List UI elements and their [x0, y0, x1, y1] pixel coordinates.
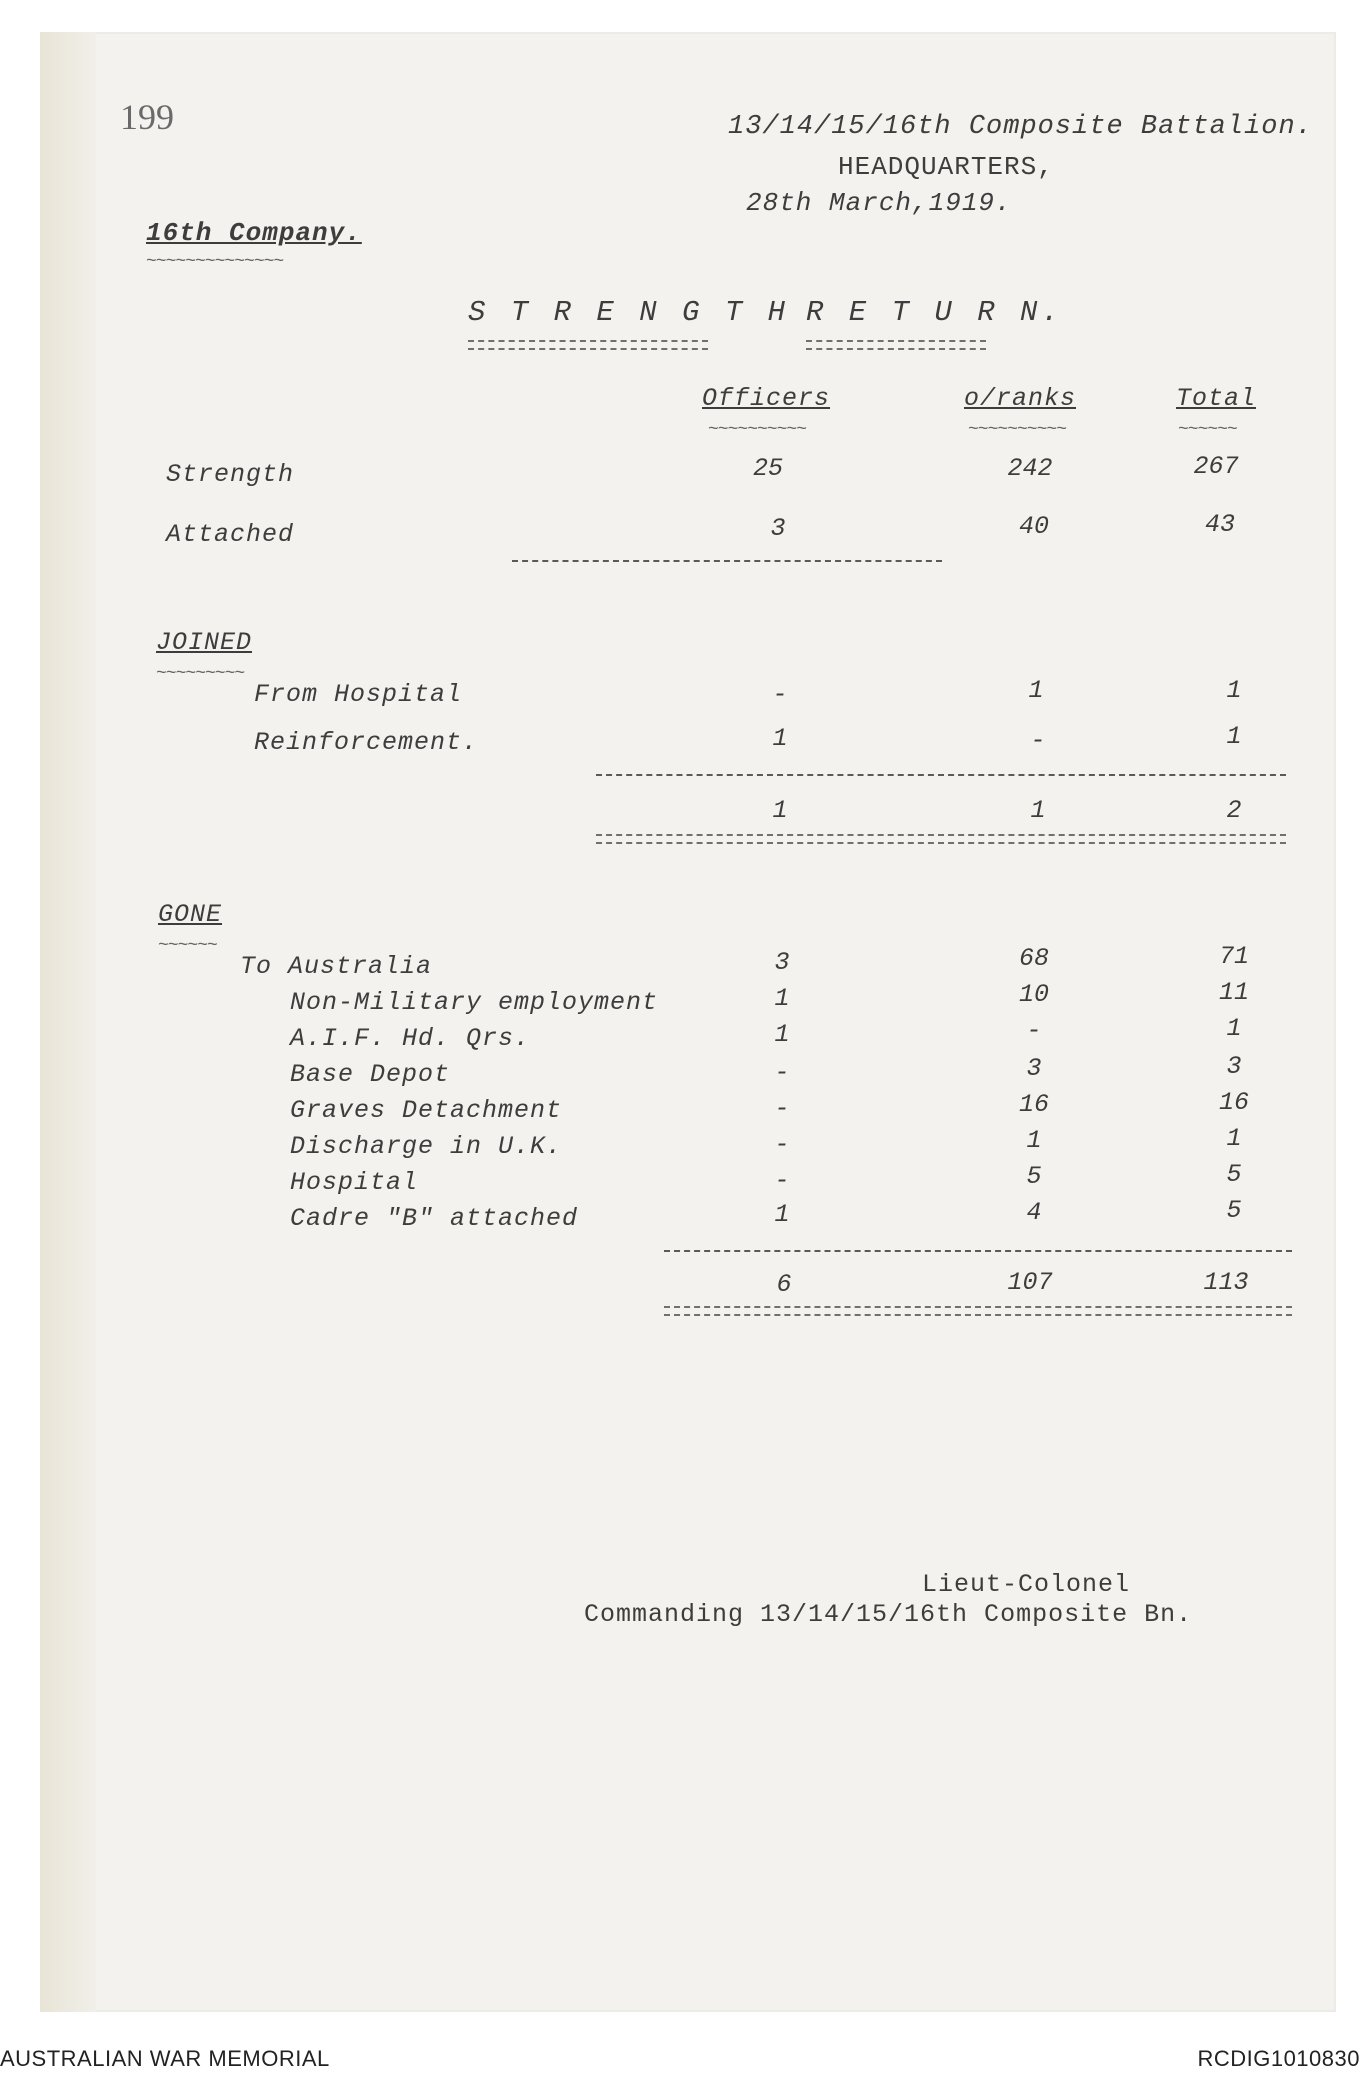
cell-oranks: 1: [1026, 1126, 1042, 1155]
document-page: [40, 32, 1336, 2012]
cell-officers: -: [774, 1094, 790, 1123]
cell-total: 5: [1226, 1196, 1242, 1225]
subtotal-officers: 1: [772, 796, 788, 825]
cell-total: 267: [1193, 452, 1239, 481]
cell-oranks: 242: [1007, 454, 1053, 483]
cell-officers: 25: [752, 454, 783, 483]
cell-officers: -: [772, 680, 788, 709]
cell-officers: 1: [774, 1020, 790, 1049]
subtotal-oranks: 1: [1030, 796, 1046, 825]
underline-mark: ~~~~~~~~~: [156, 664, 245, 684]
grand-total-officers: 6: [776, 1270, 792, 1299]
total-double-rule: [596, 834, 1286, 844]
folio-number: 199: [120, 97, 174, 137]
row-label: Graves Detachment: [290, 1096, 563, 1125]
cell-officers: 3: [770, 514, 786, 543]
signatory-rank: Lieut-Colonel: [922, 1570, 1131, 1599]
subtotal-total: 2: [1226, 796, 1242, 825]
date-line: 28th March,1919.: [746, 188, 1012, 218]
grand-total-total: 113: [1203, 1268, 1249, 1297]
cell-oranks: 10: [1018, 980, 1049, 1009]
cell-officers: 1: [774, 984, 790, 1013]
cell-total: 1: [1226, 676, 1242, 705]
cell-officers: 3: [774, 948, 790, 977]
row-label: From Hospital: [254, 680, 463, 709]
underline-mark: ~~~~~~: [1178, 420, 1237, 440]
row-label: To Australia: [240, 952, 433, 981]
row-label: Non-Military employment: [290, 988, 659, 1017]
row-label: Base Depot: [290, 1060, 451, 1089]
cell-total: 1: [1226, 1014, 1242, 1043]
row-label: Strength: [166, 460, 295, 489]
row-label: Cadre "B" attached: [290, 1204, 579, 1233]
cell-total: 1: [1226, 1124, 1242, 1153]
row-label: Attached: [166, 520, 295, 549]
cell-officers: -: [774, 1130, 790, 1159]
cell-officers: 1: [772, 724, 788, 753]
section-heading-joined: JOINED: [156, 628, 253, 657]
cell-officers: -: [774, 1166, 790, 1195]
subtotal-rule: [664, 1250, 1292, 1252]
underline-mark: ~~~~~~: [158, 936, 217, 956]
section-separator: [512, 560, 942, 562]
row-label: Reinforcement.: [254, 728, 479, 757]
cell-total: 43: [1204, 510, 1235, 539]
underline-mark: ~~~~~~~~~~: [968, 420, 1067, 440]
cell-oranks: 5: [1026, 1162, 1042, 1191]
cell-oranks: -: [1026, 1016, 1042, 1045]
hq-heading: HEADQUARTERS,: [838, 152, 1054, 182]
cell-total: 5: [1226, 1160, 1242, 1189]
cell-total: 16: [1218, 1088, 1249, 1117]
underline-mark: ~~~~~~~~~~~~~~: [146, 252, 284, 272]
footer-archive-name: AUSTRALIAN WAR MEMORIAL: [0, 2046, 330, 2071]
footer-record-id: RCDIG1010830: [1197, 2046, 1360, 2071]
cell-total: 3: [1226, 1052, 1242, 1081]
title-strength: S T R E N G T H: [468, 296, 790, 329]
cell-oranks: 16: [1018, 1090, 1049, 1119]
column-header-oranks: o/ranks: [964, 384, 1077, 413]
cell-oranks: -: [1030, 726, 1046, 755]
column-header-total: Total: [1176, 384, 1257, 413]
company-heading: 16th Company.: [146, 218, 362, 248]
cell-oranks: 3: [1026, 1054, 1042, 1083]
cell-total: 71: [1218, 942, 1249, 971]
grand-total-oranks: 107: [1007, 1268, 1053, 1297]
cell-total: 11: [1218, 978, 1249, 1007]
section-heading-gone: GONE: [158, 900, 223, 929]
cell-oranks: 1: [1028, 676, 1044, 705]
total-double-rule: [664, 1306, 1292, 1316]
cell-oranks: 68: [1018, 944, 1049, 973]
underline-mark: ~~~~~~~~~~: [708, 420, 807, 440]
cell-officers: -: [774, 1058, 790, 1087]
title-return: R E T U R N.: [806, 296, 1063, 329]
cell-total: 1: [1226, 722, 1242, 751]
column-header-officers: Officers: [702, 384, 831, 413]
cell-officers: 1: [774, 1200, 790, 1229]
row-label: Discharge in U.K.: [290, 1132, 563, 1161]
row-label: Hospital: [290, 1168, 419, 1197]
title-underline: [468, 340, 708, 350]
title-underline: [806, 340, 986, 350]
cell-oranks: 40: [1018, 512, 1049, 541]
unit-heading: 13/14/15/16th Composite Battalion.: [728, 112, 1313, 142]
subtotal-rule: [596, 774, 1286, 776]
cell-oranks: 4: [1026, 1198, 1042, 1227]
row-label: A.I.F. Hd. Qrs.: [290, 1024, 531, 1053]
signatory-command: Commanding 13/14/15/16th Composite Bn.: [584, 1600, 1193, 1629]
